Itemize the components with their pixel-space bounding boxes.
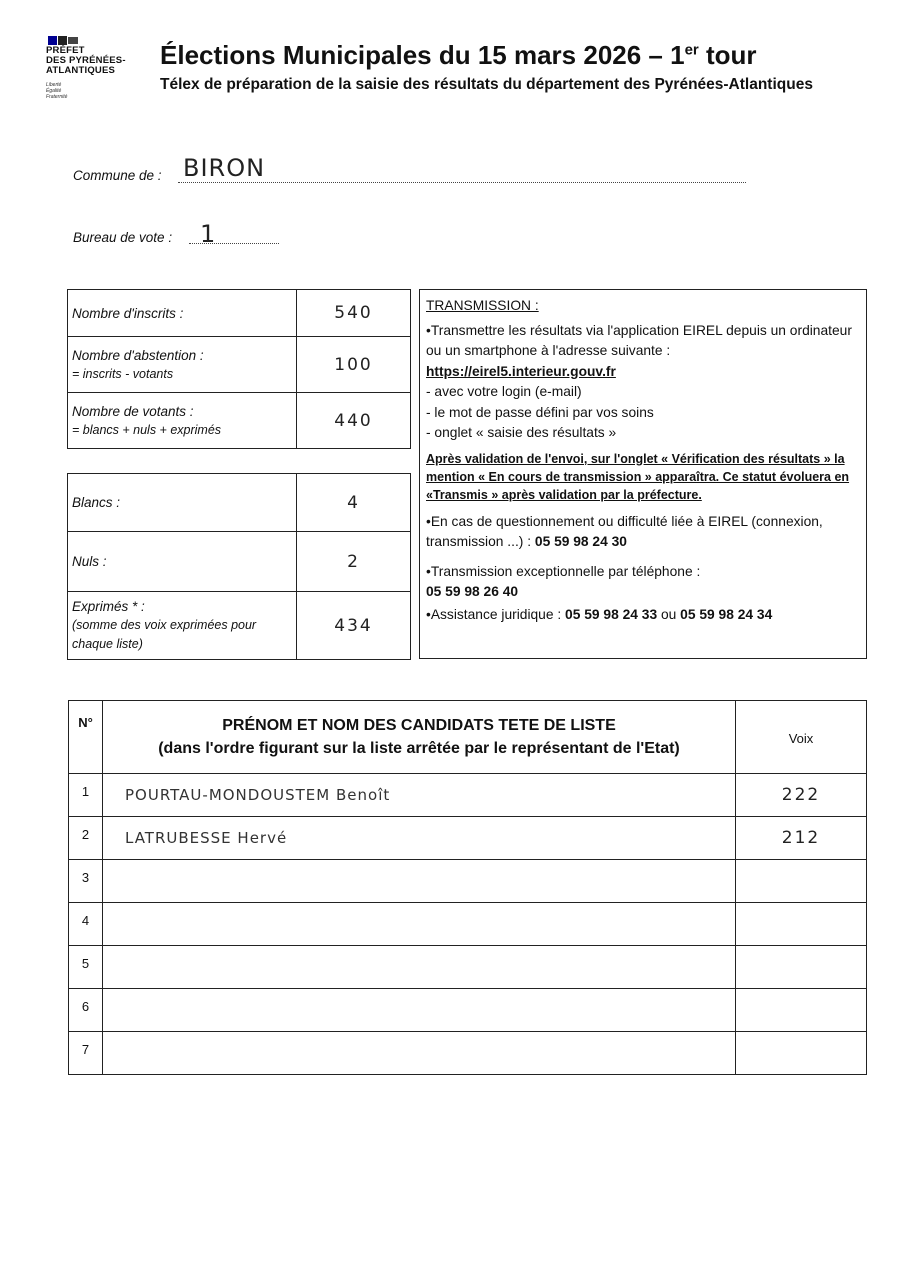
exprimes-formula: (somme des voix exprimées pour chaque liste) <box>72 618 257 651</box>
results-table <box>67 473 411 660</box>
candidate-name <box>103 1032 736 1075</box>
row-number: 1 <box>69 774 103 817</box>
row-number: 5 <box>69 946 103 989</box>
abstention-formula: = inscrits - votants <box>72 366 174 381</box>
votants-cell <box>68 393 297 449</box>
abstention-row <box>68 337 411 393</box>
page-subtitle: Télex de préparation de la saisie des résultats du département des Pyrénées-Atlantiques <box>160 76 813 93</box>
legal-assistance <box>426 605 860 626</box>
abstention-label: Nombre d'abstention : <box>72 347 204 363</box>
difficulty-text: •En cas de questionnement ou difficulté liée à EIREL (connexion, transmission ...) : <box>426 513 823 549</box>
abstention-value: 100 <box>297 337 411 393</box>
difficulty-phone: 05 59 98 24 30 <box>534 534 627 549</box>
legal-phone-1: 05 59 98 24 33 <box>565 606 658 622</box>
col-number-header: N° <box>69 701 103 774</box>
bureau-value: 1 <box>200 220 216 248</box>
legal-text: •Assistance juridique : <box>426 606 562 622</box>
blancs-label: Blancs : <box>68 474 297 532</box>
votants-label: Nombre de votants : <box>72 403 194 419</box>
transmission-bullet-tab: - onglet « saisie des résultats » <box>426 425 617 440</box>
prefecture-logo-text: PRÉFET DES PYRÉNÉES- ATLANTIQUES <box>46 45 126 76</box>
row-number: 2 <box>69 817 103 860</box>
table-row <box>69 989 867 1032</box>
eirel-link[interactable]: https://eirel5.interieur.gouv.fr <box>426 363 616 379</box>
candidate-votes <box>736 903 867 946</box>
col-voix-header: Voix <box>736 701 867 774</box>
abstention-cell <box>68 337 297 393</box>
inscrits-row <box>68 290 411 337</box>
candidate-votes: 212 <box>736 817 867 860</box>
candidate-votes <box>736 860 867 903</box>
row-number: 6 <box>69 989 103 1032</box>
exprimes-label: Exprimés * : <box>72 599 145 614</box>
nuls-label: Nuls : <box>68 532 297 592</box>
commune-value: BIRON <box>183 154 266 182</box>
exprimes-row <box>68 592 411 660</box>
transmission-box <box>419 289 867 659</box>
page-title: Élections Municipales du 15 mars 2026 – 1er tour <box>160 40 757 70</box>
inscrits-label: Nombre d'inscrits : <box>68 290 297 337</box>
candidate-name: LATRUBESSE Hervé <box>103 817 736 860</box>
votants-formula: = blancs + nuls + exprimés <box>72 422 222 437</box>
validation-note: Après validation de l'envoi, sur l'onglet « Vérification des résultats » la mention « En cours de transmission » apparaîtra. Ce statut évoluera en «Transmis » après validation par la préfecture. <box>426 451 850 502</box>
votants-value: 440 <box>297 393 411 449</box>
phone-transmission-number: 05 59 98 26 40 <box>426 584 519 599</box>
nuls-value: 2 <box>297 532 411 592</box>
candidate-votes: 222 <box>736 774 867 817</box>
col-name-header-line2: (dans l'ordre figurant sur la liste arrêtée par le représentant de l'Etat) <box>158 740 680 757</box>
row-number: 3 <box>69 860 103 903</box>
table-row <box>69 817 867 860</box>
candidates-table <box>68 700 867 1075</box>
transmission-heading: TRANSMISSION : <box>426 298 539 313</box>
blancs-row <box>68 474 411 532</box>
difficulty-contact <box>426 512 860 553</box>
table-row <box>69 1032 867 1075</box>
table-row <box>69 860 867 903</box>
blancs-value: 4 <box>297 474 411 532</box>
inscrits-value: 540 <box>297 290 411 337</box>
candidate-name <box>103 946 736 989</box>
transmission-bullet-password: - le mot de passe défini par vos soins <box>426 404 654 420</box>
table-row <box>69 903 867 946</box>
table-row <box>69 946 867 989</box>
participation-table <box>67 289 411 449</box>
candidate-votes <box>736 946 867 989</box>
exprimes-value: 434 <box>297 592 411 660</box>
col-name-header <box>103 701 736 774</box>
candidates-header-row <box>69 701 867 774</box>
nuls-row <box>68 532 411 592</box>
row-number: 4 <box>69 903 103 946</box>
marianne-logo-icon <box>48 36 78 45</box>
col-name-header-line1: PRÉNOM ET NOM DES CANDIDATS TETE DE LISTE <box>222 717 616 734</box>
table-row <box>69 774 867 817</box>
republic-motto: Liberté Égalité Fraternité <box>46 82 68 100</box>
commune-label: Commune de : <box>73 168 162 183</box>
exprimes-cell <box>68 592 297 660</box>
row-number: 7 <box>69 1032 103 1075</box>
transmission-bullet-login: - avec votre login (e-mail) <box>426 384 582 399</box>
candidate-name: POURTAU-MONDOUSTEM Benoît <box>103 774 736 817</box>
legal-or: ou <box>660 606 677 622</box>
commune-dotted-line <box>178 182 746 183</box>
candidate-name <box>103 989 736 1032</box>
bureau-label: Bureau de vote : <box>73 230 173 245</box>
candidate-votes <box>736 1032 867 1075</box>
legal-phone-2: 05 59 98 24 34 <box>680 606 773 622</box>
phone-transmission-text: •Transmission exceptionnelle par téléphone : <box>426 563 701 579</box>
candidate-votes <box>736 989 867 1032</box>
transmission-intro: •Transmettre les résultats via l'application EIREL depuis un ordinateur ou un smartphone à l'adresse suivante : <box>426 322 852 358</box>
candidate-name <box>103 903 736 946</box>
votants-row <box>68 393 411 449</box>
candidate-name <box>103 860 736 903</box>
